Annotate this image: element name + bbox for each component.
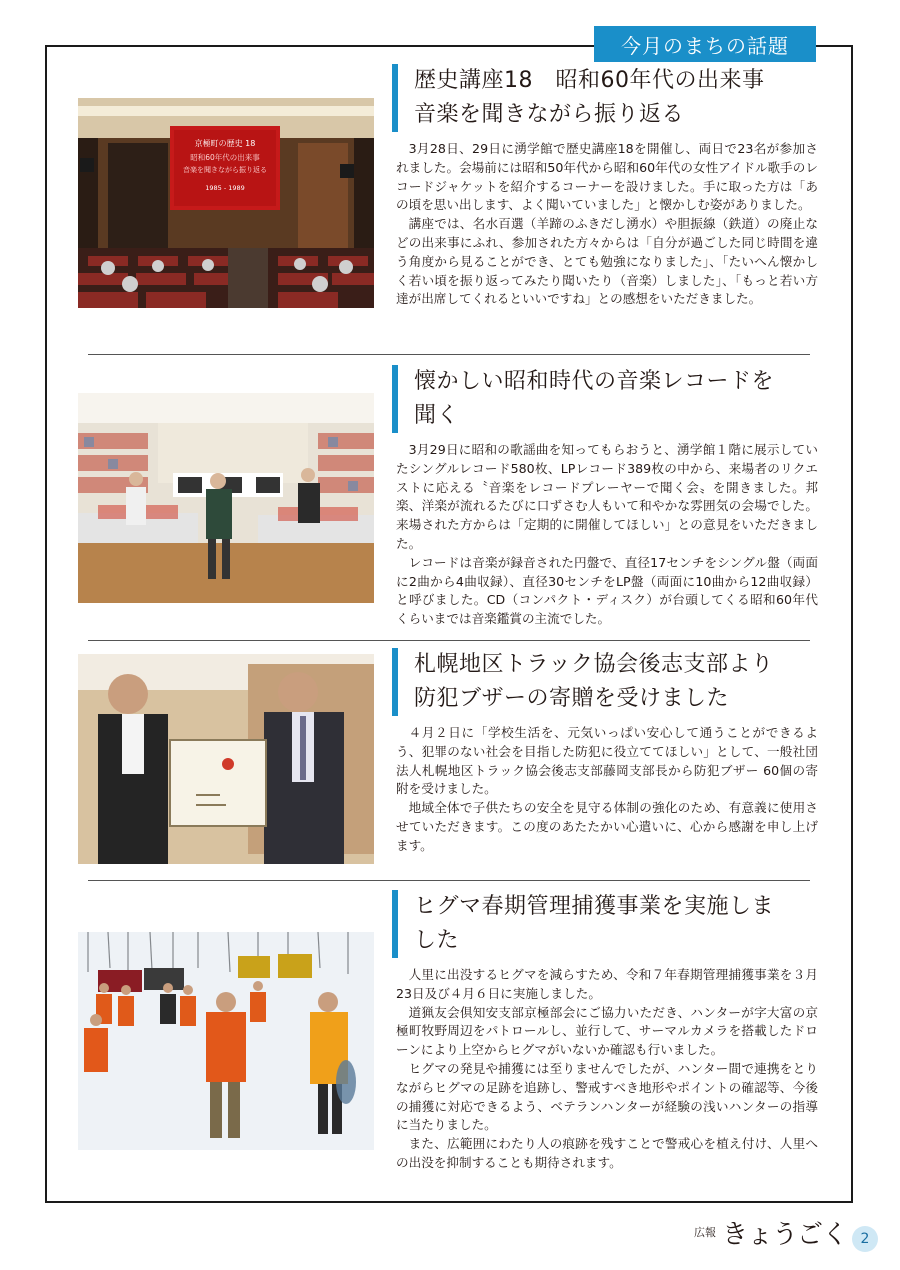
lecture-hall-photo xyxy=(78,98,374,308)
paragraph: レコードは音楽が録音された円盤で、直径17センチをシングル盤（両面に2曲から4曲収録）、直径30センチをLP盤（両面に10曲から12曲収録）と呼びました。CD（コンパクト・ディスク）が台頭してくる昭和60年代くらいまでは音楽鑑賞の主流でした。 xyxy=(396,554,818,627)
article-history-lecture xyxy=(78,64,818,354)
article-title xyxy=(392,365,834,433)
paragraph: ヒグマの発見や捕獲には至りませんでしたが、ハンター間で連携をとりながらヒグマの足跡を追跡し、警戒すべき地形やポイントの確認等、今後の捕獲に対応できるよう、ベテランハンターが経験の浅いハンターの指導に当たりました。 xyxy=(396,1060,818,1133)
divider xyxy=(88,354,810,355)
title-line: ヒグマ春期管理捕獲事業を実施しま xyxy=(414,894,775,919)
article-record-listening xyxy=(78,365,818,635)
section-header: 今月のまちの話題 xyxy=(594,26,816,62)
divider xyxy=(88,640,810,641)
article-title xyxy=(392,64,834,132)
page-number: 2 xyxy=(852,1226,878,1252)
article-body xyxy=(396,724,818,856)
donation-ceremony-photo xyxy=(78,654,374,864)
paragraph: 3月28日、29日に湧学館で歴史講座18を開催し、両日で23名が参加されました。会場前には昭和50年代から昭和60年代の女性アイドル歌手のレコードジャケットを紹介するコーナーを設けました。手に取った方は「あの頃を思い出します、よく聞いていました」と懐かしむ姿がありました。 xyxy=(396,141,818,213)
title-line: 聞く xyxy=(414,403,460,428)
screen-text-1: 京極町の歴史 18 xyxy=(194,139,256,148)
divider xyxy=(88,880,810,881)
article-bear-capture xyxy=(78,890,818,1190)
title-line: した xyxy=(414,928,460,953)
hunters-in-snow-photo xyxy=(78,932,374,1150)
publication-logo: きょうごく xyxy=(722,1220,848,1250)
record-exhibit-photo xyxy=(78,393,374,603)
screen-text-4: 1985 - 1989 xyxy=(205,184,245,192)
title-line: 札幌地区トラック協会後志支部より xyxy=(414,652,774,677)
footer-label: 広報 xyxy=(694,1226,716,1239)
title-line: 防犯ブザーの寄贈を受けました xyxy=(414,686,730,711)
title-line: 懐かしい昭和時代の音楽レコードを xyxy=(414,369,775,394)
paragraph: 人里に出没するヒグマを減らすため、令和７年春期管理捕獲事業を３月23日及び４月６日に実施しました。 xyxy=(396,967,818,1001)
screen-text-3: 音楽を聞きながら振り返る xyxy=(183,166,267,174)
paragraph: ４月２日に「学校生活を、元気いっぱい安心して通うことができるよう、犯罪のない社会を目指した防犯に役立ててほしい」として、一般社団法人札幌地区トラック協会後志支部藤岡支部長から防犯ブザー 60個の寄附を受けました。 xyxy=(396,725,818,797)
article-body xyxy=(396,140,818,309)
paragraph: 道猟友会倶知安支部京極部会にご協力いただき、ハンターが字大富の京極町牧野周辺をパトロールし、並行して、サーマルカメラを搭載したドローンにより上空からヒグマがいないか確認も行いました。 xyxy=(396,1004,818,1058)
paragraph: また、広範囲にわたり人の痕跡を残すことで警戒心を植え付け、人里への出没を抑制することも期待されます。 xyxy=(396,1136,818,1170)
paragraph: 3月29日に昭和の歌謡曲を知ってもらおうと、湧学館１階に展示していたシングルレコード580枚、LPレコード389枚の中から、来場者のリクエストに応える〝音楽をレコードプレーヤーで聞く会〟を開きました。邦楽、洋楽が流れるたびに口ずさむ人もいて和やかな雰囲気の会場でした。来場された方からは「定期的に開催してほしい」との意見をいただきました。 xyxy=(396,442,818,551)
article-body xyxy=(396,441,818,629)
paragraph: 講座では、名水百選（羊蹄のふきだし湧水）や胆振線（鉄道）の廃止などの出来事にふれ、参加された方々からは「自分が過ごした同じ時間を違う角度から見ることができ、とても勉強になりました」、「たいへん懐かしく若い頃を振り返ってみたり聞いたり（音楽）しました」、「もっと若い方達が出席してくれるといいですね」との感想をいただきました。 xyxy=(396,216,818,307)
title-line: 音楽を聞きながら振り返る xyxy=(414,102,685,127)
article-title xyxy=(392,648,834,716)
title-line: 歴史講座18 昭和60年代の出来事 xyxy=(414,68,765,93)
article-body xyxy=(396,966,818,1173)
screen-text-2: 昭和60年代の出来事 xyxy=(190,153,260,162)
paragraph: 地域全体で子供たちの安全を見守る体制の強化のため、有意義に使用させていただきます。この度のあたたかい心遣いに、心から感謝を申し上げます。 xyxy=(396,800,818,853)
article-crime-buzzer xyxy=(78,648,818,872)
article-title xyxy=(392,890,834,958)
